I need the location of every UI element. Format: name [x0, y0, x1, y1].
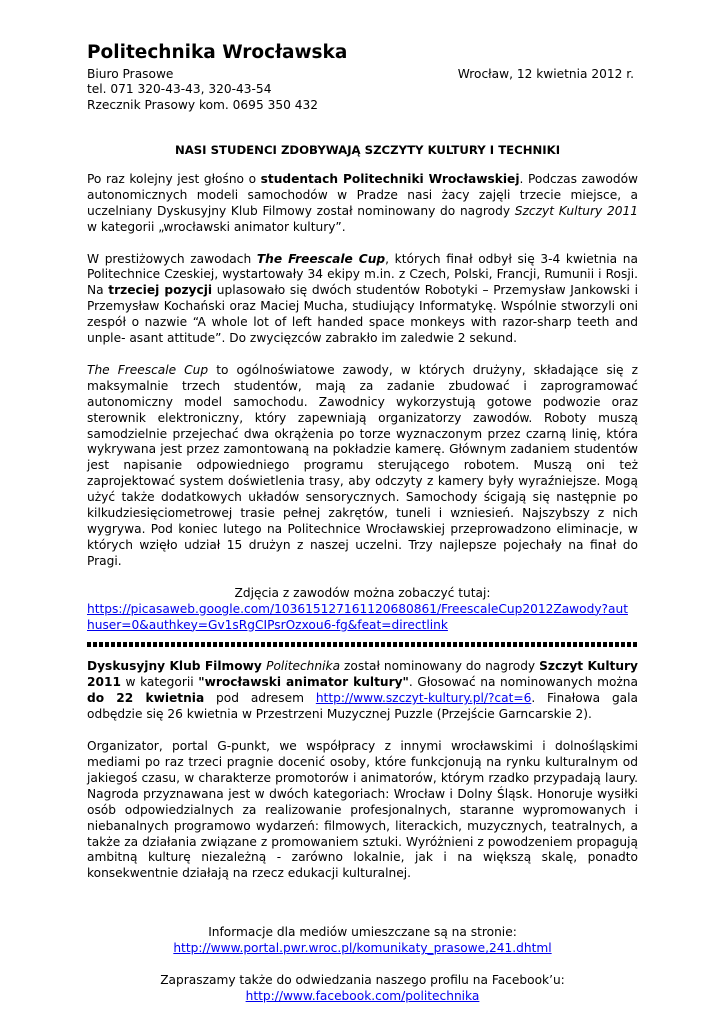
press-release-page: [87, 42, 638, 1004]
facebook-link[interactable]: http://www.facebook.com/politechnika: [245, 989, 480, 1004]
text-run: , których finał odbył się 3-4 kwietnia na Politechnice Czeskiej, wystartowały 34 ekipy m.in. z Czech, Polski, Francji, Rumunii i Rosji. Na: [87, 251, 638, 298]
text-run: W prestiżowych zawodach: [87, 251, 257, 266]
spokesperson-contact: Rzecznik Prasowy kom. 0695 350 432: [87, 97, 318, 112]
photos-intro: Zdjęcia z zawodów można zobaczyć tutaj:: [234, 585, 491, 600]
bold-italic-text: The Freescale Cup: [256, 251, 386, 266]
section-divider: [87, 642, 638, 647]
press-office-label: Biuro Prasowe: [87, 67, 174, 81]
text-run: w kategorii „wrocławski animator kultury”.: [87, 219, 346, 234]
bold-text: Szczyt Kultury 2011: [87, 659, 638, 690]
bold-text: Dyskusyjny Klub Filmowy: [87, 659, 267, 674]
release-date: Wrocław, 12 kwietnia 2012 r.: [457, 67, 634, 81]
paragraph-organizer: Organizator, portal G-punkt, we współpracy z innymi wrocławskimi i dolnośląskimi mediami po raz trzeci pragnie docenić osoby, które funkcjonują na rynku kulturalnym od jakiegoś czasu, w charakterze promotorów i animatorów, którym rzadko przypadają laury. Nagroda przyznawana jest w dwóch kategoriach: Wrocław i Dolny Śląsk. Honoruje wysiłki osób odpowiedzialnych za realizowanie profesjonalnych, staranne wypromowanych i niebanalnych programowo wydarzeń: filmowych, literackich, muzycznych, teatralnych, a także za działania związane z promowaniem sztuki. Wyróżnieni z powodzeniem propagują ambitną kulturę niezależną - zarówno lokalnie, jak i na większą skalę, ponadto konsekwentnie działają na rzecz edukacji kulturalnej.: [87, 739, 638, 881]
facebook-info-text: Zapraszamy także do odwiedzania naszego profilu na Facebook’u:: [160, 973, 565, 988]
italic-text: The Freescale Cup: [87, 362, 209, 377]
text-run: w kategorii: [120, 675, 199, 690]
contact-header: [87, 67, 638, 113]
phone-numbers: tel. 071 320-43-43, 320-43-54: [87, 82, 272, 97]
paragraph-competition: [87, 252, 638, 347]
paragraph-freescale-cup: [87, 363, 638, 570]
photos-link-line-2[interactable]: huser=0&authkey=Gv1sRgCIPsrOzxou6-fg&feat=directlink: [87, 617, 448, 632]
media-info: [87, 924, 638, 956]
media-info-link[interactable]: http://www.portal.pwr.wroc.pl/komunikaty_prasowe,241.dhtml: [173, 941, 552, 956]
italic-text: Szczyt Kultury 2011: [514, 203, 638, 218]
text-run: Po raz kolejny jest głośno o: [87, 171, 261, 186]
text-run: został nominowany do nagrody: [340, 659, 540, 674]
paragraph-film-club: [87, 659, 638, 723]
text-run: uplasowało się dwóch studentów Robotyki – Przemysław Jankowski i Przemysław Kochański oraz Maciej Mucha, studiujący Informatykę. Wspólnie stworzyli oni zespół o nazwie “A whole lot of left handed space monkeys with razor-sharp teeth and unple- asant attitude”. Do zwycięzców zabrakło im zaledwie 2 sekund.: [87, 283, 638, 346]
paragraph-intro: [87, 172, 638, 236]
bold-text: "wrocławski animator kultury": [198, 675, 409, 690]
vote-link[interactable]: http://www.szczyt-kultury.pl/?cat=6: [315, 691, 532, 706]
photos-link-line-1[interactable]: https://picasaweb.google.com/103615127161120680861/FreescaleCup2012Zawody?aut: [87, 601, 628, 616]
bold-text: studentach Politechniki Wrocławskiej: [260, 171, 520, 186]
organization-title: Politechnika Wrocławska: [87, 42, 348, 63]
text-run: . Podczas zawodów autonomicznych modeli samochodów w Pradze nasi żacy zajęli trzecie miejsce, a uczelniany Dyskusyjny Klub Filmowy został nominowany do nagrody: [87, 171, 638, 218]
headline: NASI STUDENCI ZDOBYWAJĄ SZCZYTY KULTURY I TECHNIKI: [174, 142, 561, 157]
photos-link-block: [87, 602, 638, 634]
text-run: . Głosować na nominowanych można: [408, 675, 638, 690]
media-info-text: Informacje dla mediów umieszczane są na stronie:: [208, 925, 517, 940]
bold-text: trzeciej pozycji: [108, 283, 213, 298]
text-run: pod adresem: [204, 691, 316, 706]
text-run: . Finałowa gala odbędzie się 26 kwietnia w Przestrzeni Muzycznej Puzzle (Przejście Garncarskie 2).: [87, 691, 639, 722]
facebook-info: [87, 972, 638, 1004]
text-run: to ogólnoświatowe zawody, w których drużyny, składające się z maksymalnie trzech studentów, mają za zadanie zbudować i zaprogramować autonomiczny model samochodu. Zawodnicy wykorzystują gotowe podwozie oraz sterownik elektroniczny, który zapewniają organizatorzy zawodów. Roboty muszą samodzielnie przejechać dwa okrążenia po torze wyznaczonym przez czarną linię, która wykrywana jest przez zamontowaną na pokładzie kamerę. Głównym zadaniem studentów jest napisanie odpowiedniego programu sterującego robotem. Muszą oni też zaprojektować system doświetlenia trasy, aby odczyty z kamery były wyraźniejsze. Mogą użyć także dodatkowych układów sensorycznych. Samochody ścigają się następnie po kilkudziesięciometrowej trasie pełnej zakrętów, tuneli i wzniesień. Najszybszy z nich wygrywa. Pod koniec lutego na Politechnice Wrocławskiej przeprowadzono eliminacje, w których wzięło udział 15 drużyn z naszej uczelni. Trzy najlepsze pojechały na finał do Pragi.: [87, 362, 638, 568]
bold-text: do 22 kwietnia: [87, 691, 205, 706]
italic-text: Politechnika: [266, 659, 341, 674]
